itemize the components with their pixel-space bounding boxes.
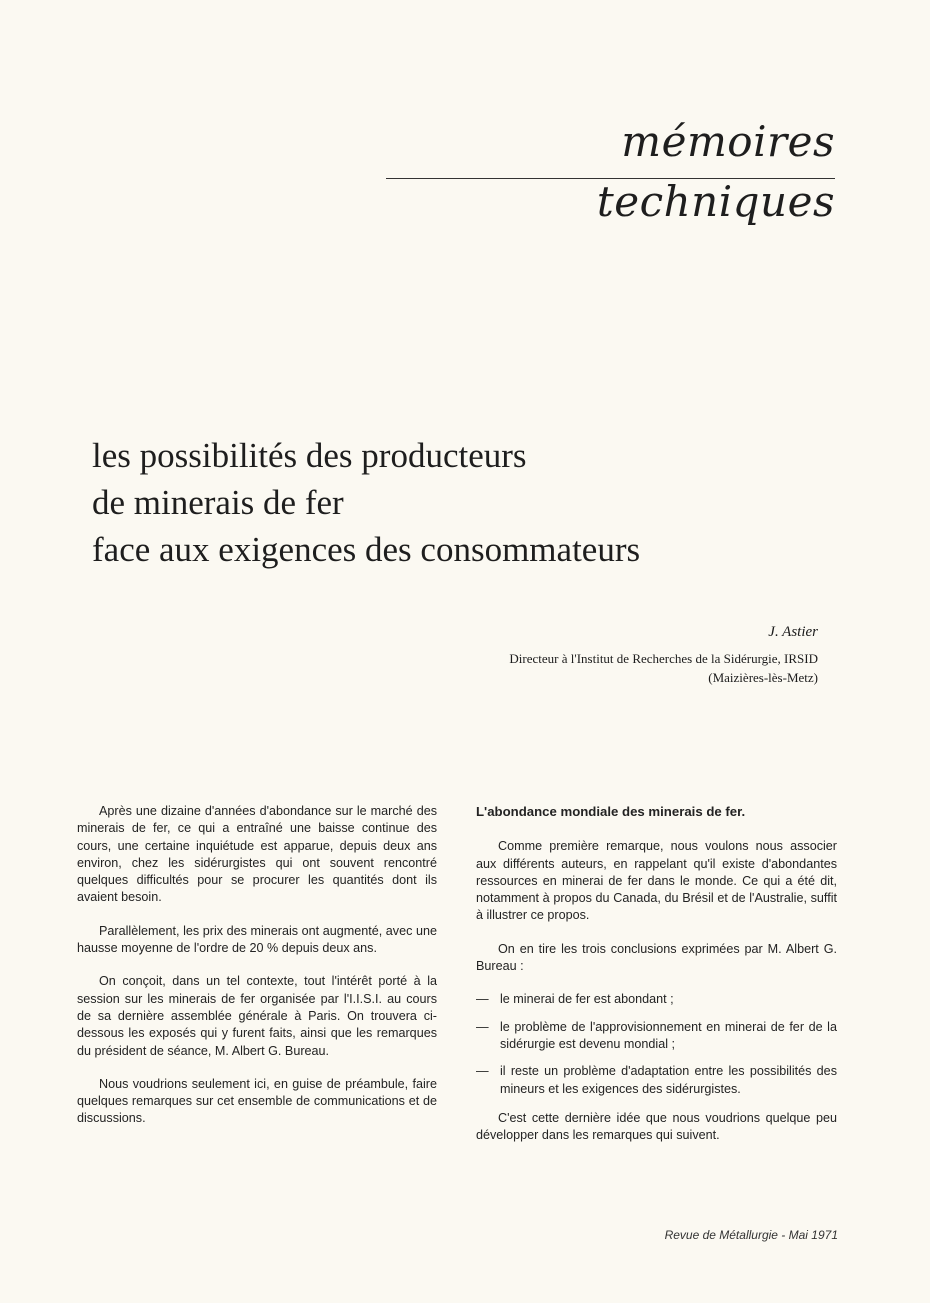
section-divider	[386, 178, 835, 179]
list-dash: —	[476, 1019, 489, 1034]
right-column	[476, 803, 837, 1160]
list-item	[476, 1063, 837, 1098]
article-title	[92, 432, 812, 573]
conclusions-list	[476, 991, 837, 1097]
paragraph: C'est cette dernière idée que nous voudrions quelque peu développer dans les remarques qui suivent.	[476, 1110, 837, 1143]
title-line: de minerais de fer	[92, 483, 344, 522]
author-affiliation	[218, 649, 818, 687]
list-item-text: le minerai de fer est abondant ;	[500, 992, 674, 1007]
paragraph: Après une dizaine d'années d'abondance sur le marché des minerais de fer, ce qui a entraîné une baisse continue des cours, une certaine inquiétude est apparue, depuis deux ans environ, chez les sidérurgistes qui ont souvent rencontré quelques difficultés pour se procurer les quantités dont ils avaient besoin.	[77, 804, 437, 905]
author-name: J. Astier	[768, 624, 818, 640]
title-line: face aux exigences des consommateurs	[92, 530, 641, 569]
subsection-heading: L'abondance mondiale des minerais de fer.	[476, 804, 746, 819]
title-line: les possibilités des producteurs	[92, 436, 527, 475]
left-column	[77, 803, 437, 1144]
paragraph: Parallèlement, les prix des minerais ont augmenté, avec une hausse moyenne de l'ordre de 20 % depuis deux ans.	[77, 923, 437, 956]
paragraph: On en tire les trois conclusions exprimées par M. Albert G. Bureau :	[476, 941, 837, 974]
paragraph: Nous voudrions seulement ici, en guise de préambule, faire quelques remarques sur cet ensemble de communications et de discussions.	[77, 1076, 437, 1126]
journal-footer: Revue de Métallurgie - Mai 1971	[664, 1228, 838, 1242]
affiliation-line: Directeur à l'Institut de Recherches de la Sidérurgie, IRSID	[509, 651, 818, 666]
paragraph: On conçoit, dans un tel contexte, tout l'intérêt porté à la session sur les minerais de fer organisée par l'I.I.S.I. au cours de sa dernière assemblée générale à Paris. On trouvera ci-dessous les exposés qui y furent faits, ainsi que les remarques du président de séance, M. Albert G. Bureau.	[77, 974, 437, 1058]
list-item-text: le problème de l'approvisionnement en minerai de fer de la sidérurgie est devenu mondial ;	[500, 1019, 837, 1051]
list-item-text: il reste un problème d'adaptation entre les possibilités des mineurs et les exigences des sidérurgistes.	[500, 1064, 837, 1096]
section-heading: mémoires techniques	[596, 117, 835, 226]
list-item	[476, 1019, 837, 1054]
affiliation-line: (Maizières-lès-Metz)	[708, 670, 818, 685]
list-dash: —	[476, 1064, 489, 1079]
list-item	[476, 991, 837, 1008]
paragraph: Comme première remarque, nous voulons nous associer aux différents auteurs, en rappelant qu'il existe d'abondantes ressources en minerai de fer dans le monde. Ce qui a été dit, notamment à propos du Canada, du Brésil et de l'Australie, suffit à illustrer ce propos.	[476, 839, 837, 923]
list-dash: —	[476, 992, 489, 1007]
